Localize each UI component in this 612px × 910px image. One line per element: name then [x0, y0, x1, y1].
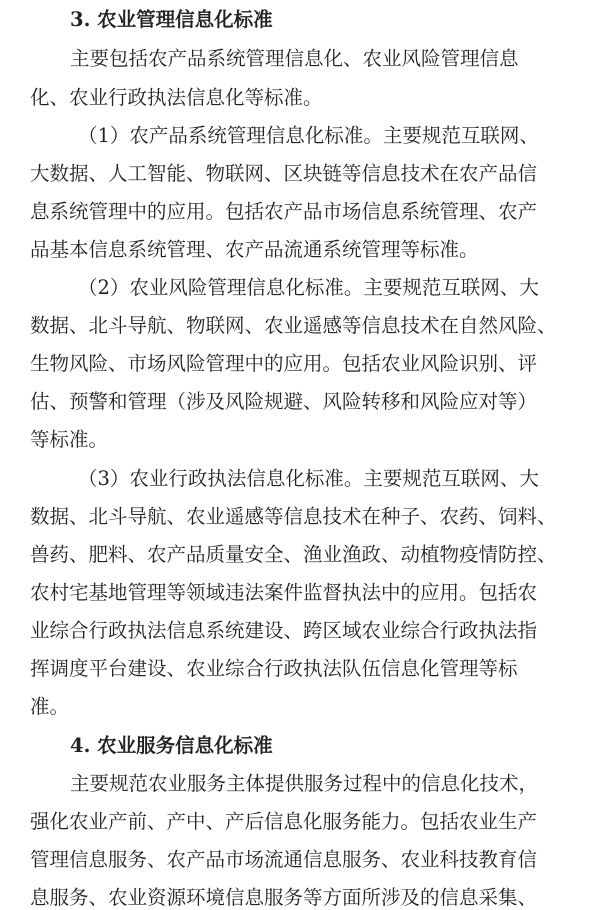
paragraph-line: 品基本信息系统管理、农产品流通系统管理等标准。: [30, 238, 479, 261]
paragraph-line: 等标准。: [30, 428, 109, 451]
paragraph-line: 息系统管理中的应用。包括农产品市场信息系统管理、农产: [30, 200, 538, 223]
paragraph-line: 主要规范农业服务主体提供服务过程中的信息化技术，: [70, 772, 539, 795]
paragraph-line: 数据、北斗导航、农业遥感等信息技术在种子、农药、饲料、: [30, 505, 557, 528]
section-3-heading: 3. 农业管理信息化标准: [70, 8, 273, 31]
paragraph-line: 强化农业产前、产中、产后信息化服务能力。包括农业生产: [30, 810, 538, 833]
paragraph-line: 化、农业行政执法信息化等标准。: [30, 86, 323, 109]
paragraph-line: （2）农业风险管理信息化标准。主要规范互联网、大: [78, 276, 539, 299]
paragraph-line: 息服务、农业资源环境信息服务等方面所涉及的信息采集、: [30, 886, 538, 909]
paragraph-line: 兽药、肥料、农产品质量安全、渔业渔政、动植物疫情防控、: [30, 543, 557, 566]
paragraph-line: 数据、北斗导航、物联网、农业遥感等信息技术在自然风险、: [30, 314, 557, 337]
paragraph-line: 生物风险、市场风险管理中的应用。包括农业风险识别、评: [30, 352, 538, 375]
paragraph-line: 估、预警和管理（涉及风险规避、风险转移和风险应对等）: [30, 390, 538, 413]
paragraph-line: （1）农产品系统管理信息化标准。主要规范互联网、: [78, 124, 539, 147]
paragraph-line: 业综合行政执法信息系统建设、跨区域农业综合行政执法指: [30, 619, 538, 642]
section-4-heading: 4. 农业服务信息化标准: [70, 734, 273, 757]
paragraph-line: 主要包括农产品系统管理信息化、农业风险管理信息: [70, 47, 519, 70]
paragraph-line: （3）农业行政执法信息化标准。主要规范互联网、大: [78, 467, 539, 490]
paragraph-line: 准。: [30, 695, 70, 718]
paragraph-line: 挥调度平台建设、农业综合行政执法队伍信息化管理等标: [30, 657, 518, 680]
paragraph-line: 管理信息服务、农产品市场流通信息服务、农业科技教育信: [30, 848, 538, 871]
paragraph-line: 农村宅基地管理等领域违法案件监督执法中的应用。包括农: [30, 581, 538, 604]
paragraph-line: 大数据、人工智能、物联网、区块链等信息技术在农产品信: [30, 162, 538, 185]
